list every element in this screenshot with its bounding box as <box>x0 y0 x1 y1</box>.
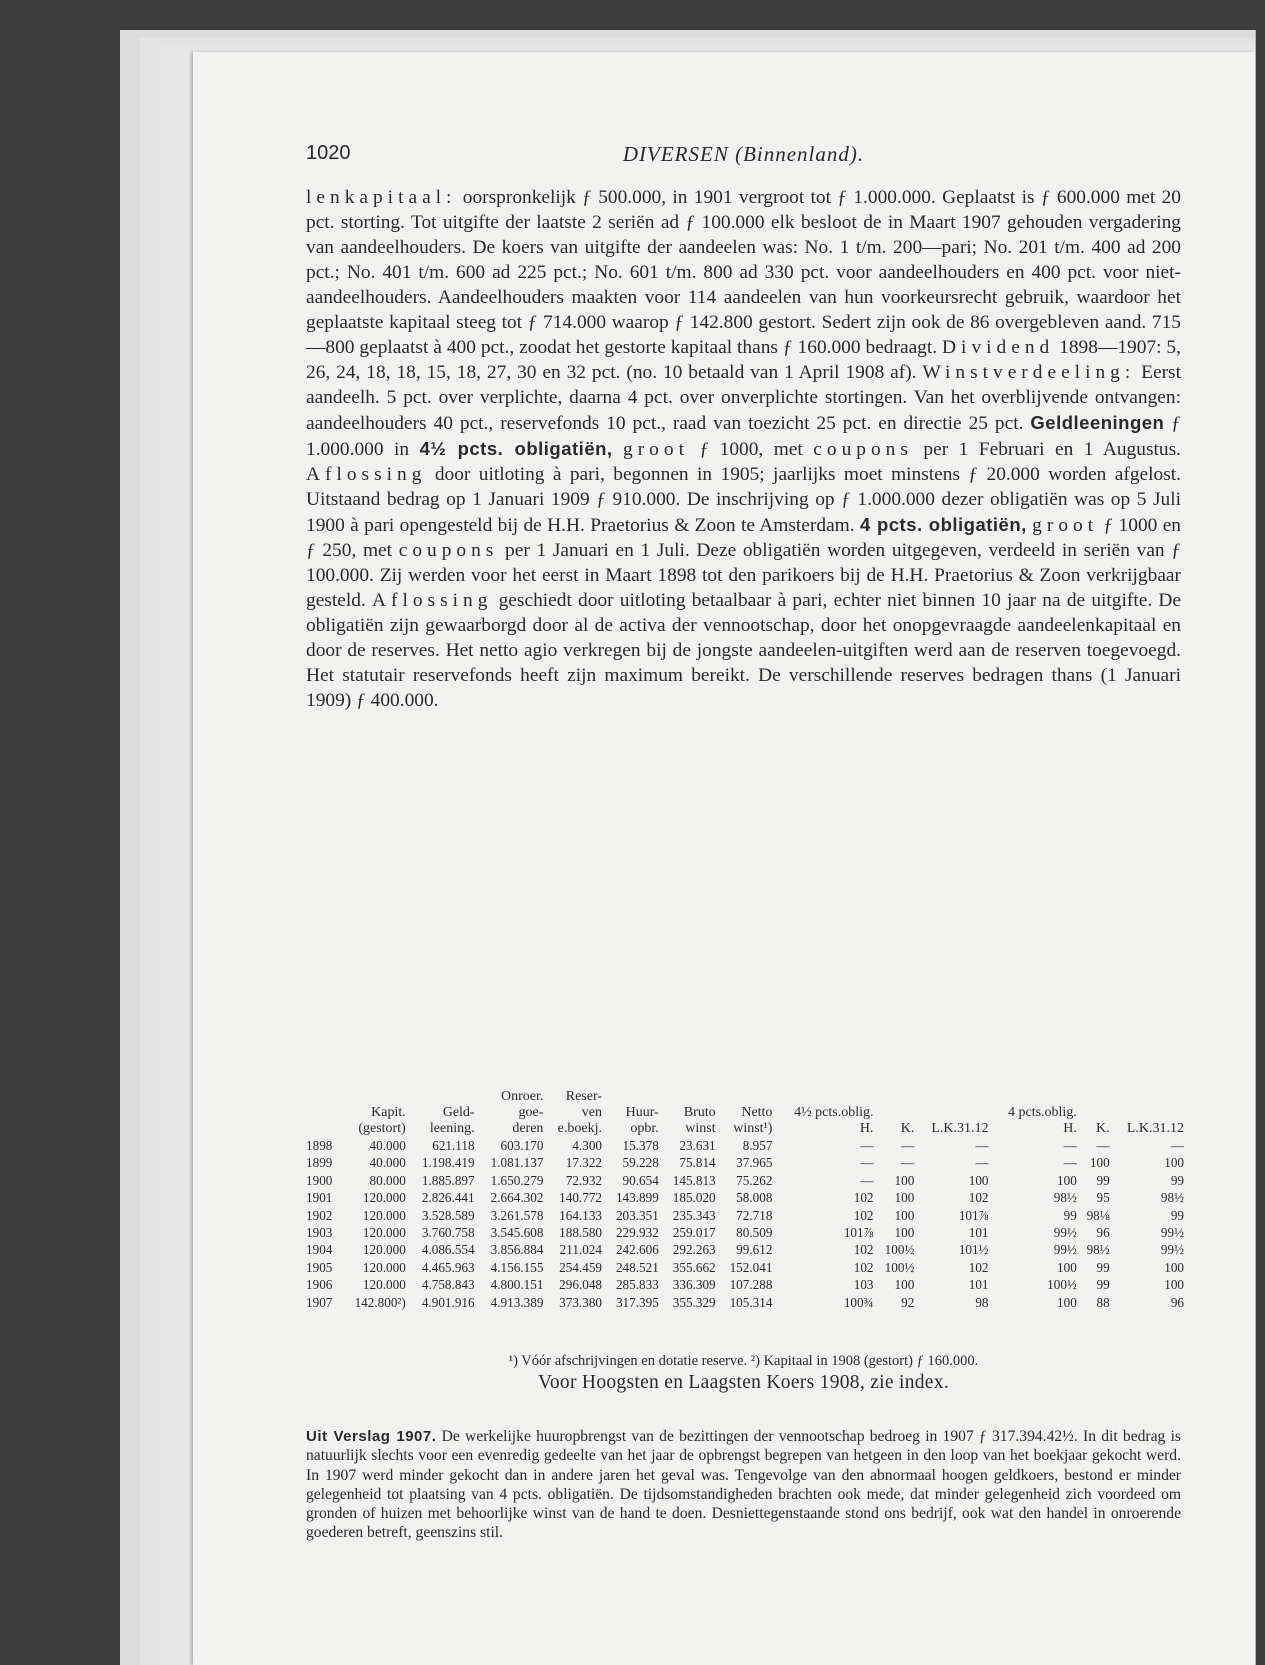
table-cell: 1.885.897 <box>421 1172 475 1188</box>
table-cell: 95 <box>1096 1190 1110 1206</box>
table-cell: 140.772 <box>559 1190 602 1206</box>
table-cell: 259.017 <box>672 1225 716 1241</box>
text-run: 1898—1907: 5, 26, 24, 18, 18, 15, 18, 27, 30 en 32 pct. (no. 10 betaald van 1 April 1908 af). <box>306 337 1181 383</box>
verslag-label: Uit Verslag 1907. <box>306 1428 437 1445</box>
table-cell: — <box>975 1138 989 1153</box>
column-header: e.boekj. <box>557 1121 602 1136</box>
bold-term: Geldleeningen <box>1030 412 1165 433</box>
table-cell: 3.760.758 <box>421 1225 475 1241</box>
year-cell: 1907 <box>306 1294 333 1310</box>
table-cell: 99 <box>1170 1172 1184 1188</box>
table-cell: 185.020 <box>672 1190 716 1206</box>
table-cell: 102 <box>853 1190 874 1206</box>
table-cell: 101½ <box>958 1242 989 1258</box>
table-row <box>304 1154 1186 1171</box>
table-cell: 101⅞ <box>958 1207 989 1223</box>
table-cell: 120.000 <box>362 1225 406 1241</box>
bold-term: 4 pcts. obligatiën, <box>859 514 1027 535</box>
column-header <box>661 1089 718 1105</box>
year-cell: 1902 <box>306 1207 333 1223</box>
table-cell: 96 <box>1170 1294 1184 1310</box>
table-cell: 142.800²) <box>354 1294 406 1310</box>
table-cell: 102 <box>968 1259 989 1275</box>
table-cell: 188.580 <box>559 1225 602 1241</box>
running-head: DIVERSEN (Binnenland). <box>622 142 865 166</box>
year-cell: 1906 <box>306 1277 333 1293</box>
table-row <box>304 1189 1186 1206</box>
column-header: opbr. <box>630 1121 659 1136</box>
column-header: Geld- <box>442 1105 475 1120</box>
text-run: per 1 Januari en 1 Juli. Deze obligatiën worden uitgegeven, verdeeld in seriën van ƒ 100.000. Zij werden voor het eerst in Maart 1898 tot den parikoers bij de H.H. Praetorius & Zoon verkrijgbaar gesteld. <box>306 540 1181 611</box>
spaced-term: lenkapitaal: <box>306 187 457 208</box>
verslag-text: De werkelijke huuropbrengst van de bezittingen der vennootschap bedroeg in 1907 ƒ 317.394.42½. In dit bedrag is natuurlijk slechts voor een evenredig gedeelte van het jaar de opbrengst begrepen van hetgeen in den loop van het boekjaar gekocht werd. In 1907 werd minder gekocht dan in andere jaren het geval was. Tengevolge van den abnormaal hoogen geldkoers, bestond er minder gelegenheid tot plaatsing van 4 pcts. obligatiën. De tijdsomstandigheden brachten ook mede, dat minder gelegenheid zich voordeed om gronden of huizen met behoorlijke winst van de hand te doen. Desniettegenstaande stond ons bedrijf, ook wat den handel in onroerende goederen betreft, geenszins stil. <box>306 1428 1181 1542</box>
table-cell: 8.957 <box>742 1138 773 1153</box>
table-cell: 96 <box>1096 1225 1110 1241</box>
table-cell: 100 <box>894 1277 915 1293</box>
table-cell: 3.261.578 <box>490 1207 544 1223</box>
text-run: ƒ 1000, met <box>688 439 814 460</box>
table-cell: 296.048 <box>559 1277 602 1293</box>
table-cell: 373.380 <box>559 1294 602 1310</box>
column-header: deren <box>512 1121 544 1136</box>
table-cell: 99 <box>1096 1277 1110 1293</box>
table-cell: 98½ <box>1053 1190 1077 1206</box>
spaced-term: groot <box>1032 515 1099 536</box>
table-cell: 99½ <box>1160 1225 1184 1241</box>
table-cell: 3.856.884 <box>490 1242 544 1258</box>
table-row <box>304 1224 1186 1241</box>
table-cell: 75.814 <box>679 1155 716 1171</box>
spaced-term: coupons <box>813 439 913 460</box>
table-cell: 145.813 <box>672 1172 716 1188</box>
table-cell: 90.654 <box>622 1172 659 1188</box>
year-cell: 1898 <box>306 1138 333 1153</box>
text-run: oorspronkelijk ƒ 500.000, in 1901 vergroot tot ƒ 1.000.000. Geplaatst is ƒ 600.000 met 20 pct. storting. Tot uitgifte der laatste 2 seriën ad ƒ 100.000 elk besloot de in Maart 1907 gehouden vergadering van aandeelhouders. De koers van uitgifte der aandeelen was: No. 1 t/m. 200—pari; No. 201 t/m. 400 ad 200 pct.; No. 401 t/m. 600 ad 225 pct.; No. 601 t/m. 800 ad 330 pct. voor aandeelhouders en 400 pct. voor niet-aandeelhouders. Aandeelhouders maakten voor 114 aandeelen van hun voorkeursrecht gebruik, waardoor het geplaatste kapitaal steeg tot ƒ 714.000 waarop ƒ 142.800 gestort. Sedert zijn ook de 86 overgebleven aand. 715—800 geplaatst à 400 pct., zoodat het gestorte kapitaal thans ƒ 160.000 bedraagt. <box>306 187 1181 358</box>
year-cell: 1905 <box>306 1259 333 1275</box>
table-cell: 58.008 <box>736 1190 773 1206</box>
table-row <box>304 1241 1186 1258</box>
table-cell: 102 <box>853 1259 874 1275</box>
table-row <box>304 1294 1186 1311</box>
table-cell: 99 <box>1063 1207 1077 1223</box>
column-header: H. <box>859 1121 874 1136</box>
spaced-term: coupons <box>398 540 499 561</box>
table-cell: — <box>1063 1155 1077 1171</box>
table-cell: 72.718 <box>736 1207 773 1223</box>
table-cell: 80.000 <box>369 1172 406 1188</box>
spaced-term: Aflossing <box>306 464 427 485</box>
table-cell: 98½ <box>1086 1242 1110 1258</box>
table-cell: 40.000 <box>369 1138 406 1153</box>
column-header <box>916 1105 990 1121</box>
table-cell: 98½ <box>1160 1190 1184 1206</box>
table-cell: 99½ <box>1160 1242 1184 1258</box>
table-row <box>304 1172 1186 1189</box>
bold-term: 4½ pcts. obligatiën, <box>419 438 613 459</box>
table-cell: 4.465.963 <box>421 1259 475 1275</box>
table-cell: 101⅞ <box>843 1225 874 1241</box>
table-cell: 100½ <box>884 1259 915 1275</box>
spaced-term: Aflossing <box>371 590 493 611</box>
table-cell: 100½ <box>1047 1277 1077 1293</box>
table-cell: 235.343 <box>672 1207 716 1223</box>
table-cell: 3.545.608 <box>490 1225 544 1241</box>
table-cell: 92 <box>901 1294 915 1310</box>
table-cell: 621.118 <box>432 1138 475 1153</box>
page-header <box>306 142 1181 172</box>
column-header: Reser- <box>565 1089 602 1104</box>
text-run: Eerst aandeelh. 5 pct. over verplichte, daarna 4 pct. over onverplichte stortingen. Van het overblijvende ontvangen: aandeelhouders 40 pct., reservefonds 10 pct., raad van toezicht 25 pct. en directie 25 pct. <box>306 362 1181 434</box>
column-header <box>718 1089 775 1105</box>
table-cell: 99½ <box>1053 1242 1077 1258</box>
text-run: geschiedt door uitloting betaalbaar à pari, echter niet binnen 10 jaar na de uitgifte. De obligatiën zijn gewaarborgd door al de activa der vennootschap, door het onopgevraagde aandeelenkapitaal en door de reserves. Het netto agio verkregen bij de jongste aandeelen-uitgiften werd aan de reserven toegevoegd. Het statutair reservefonds heeft zijn maximum bereikt. De verschillende reserves bedragen thans (1 Januari 1909) ƒ 400.000. <box>306 590 1181 711</box>
table-cell: 15.378 <box>622 1138 659 1153</box>
table-cell: 103 <box>853 1277 874 1293</box>
table-cell: 100 <box>1057 1172 1077 1188</box>
table-cell: 242.606 <box>615 1242 659 1258</box>
table-cell: 100 <box>1164 1155 1184 1171</box>
table-cell: 4.086.554 <box>421 1242 475 1258</box>
book-page <box>193 52 1255 1665</box>
table-cell: 72.932 <box>565 1172 602 1188</box>
table-cell: 80.509 <box>736 1225 773 1241</box>
table-cell: 100 <box>894 1207 915 1223</box>
table-cell: 101 <box>968 1225 989 1241</box>
column-header: L.K.31.12 <box>1126 1121 1184 1136</box>
spaced-term: groot <box>623 439 689 460</box>
table-header-row <box>304 1121 1186 1137</box>
table-cell: 88 <box>1096 1294 1110 1310</box>
table-cell: 99½ <box>1053 1225 1077 1241</box>
table-cell: 4.800.151 <box>490 1277 544 1293</box>
table-cell: 98⅛ <box>1086 1207 1110 1223</box>
column-header: ven <box>581 1105 602 1120</box>
table-row <box>304 1276 1186 1293</box>
main-text <box>306 185 1181 713</box>
table-cell: — <box>860 1155 874 1171</box>
column-header: (gestort) <box>358 1121 406 1136</box>
table-cell: 317.395 <box>615 1294 659 1310</box>
column-header: goe- <box>518 1105 544 1120</box>
column-header <box>774 1089 875 1105</box>
table-cell: — <box>901 1138 915 1153</box>
table-cell: 102 <box>853 1207 874 1223</box>
column-header <box>1112 1089 1186 1105</box>
table-cell: — <box>860 1172 874 1188</box>
table-row <box>304 1137 1186 1154</box>
table-cell: 99 <box>1170 1207 1184 1223</box>
column-header: winst¹) <box>733 1121 773 1136</box>
table-cell: 164.133 <box>559 1207 602 1223</box>
table-cell: 1.081.137 <box>490 1155 544 1171</box>
column-header: leening. <box>429 1121 475 1136</box>
column-header <box>1079 1089 1112 1105</box>
table-cell: 105.314 <box>729 1294 773 1310</box>
table-cell: 120.000 <box>362 1207 406 1223</box>
table-cell: 229.932 <box>615 1225 659 1241</box>
table-cell: 101 <box>968 1277 989 1293</box>
column-header: K. <box>900 1121 915 1136</box>
table-cell: 98 <box>975 1294 989 1310</box>
column-header <box>991 1089 1079 1105</box>
table-cell: 100½ <box>884 1242 915 1258</box>
table-cell: 254.459 <box>559 1259 602 1275</box>
table-cell: 4.758.843 <box>421 1277 475 1293</box>
column-header: 4½ pcts.oblig. <box>794 1105 874 1120</box>
column-header: 4 pcts.oblig. <box>1007 1105 1077 1120</box>
table-cell: 285.833 <box>615 1277 659 1293</box>
table-cell: 59.228 <box>622 1155 659 1171</box>
table-cell: 100 <box>894 1225 915 1241</box>
text-run <box>613 439 623 460</box>
text-run: ƒ 1000 en ƒ 250, met <box>306 515 1182 561</box>
table-cell: 100 <box>1164 1277 1184 1293</box>
column-header <box>1112 1105 1186 1121</box>
year-cell: 1900 <box>306 1172 333 1188</box>
table-cell: 37.965 <box>736 1155 773 1171</box>
column-header <box>304 1089 341 1105</box>
table-header-row <box>304 1089 1186 1105</box>
column-header: K. <box>1096 1121 1110 1136</box>
column-header: H. <box>1063 1121 1077 1136</box>
table-cell: 99 <box>1096 1172 1110 1188</box>
spaced-term: Winstverdeeling: <box>922 362 1136 383</box>
column-header <box>876 1089 917 1105</box>
table-row <box>304 1259 1186 1276</box>
table-cell: — <box>1096 1138 1110 1153</box>
table-cell: 355.329 <box>672 1294 716 1310</box>
column-header: Netto <box>741 1105 773 1120</box>
table-cell: 4.901.916 <box>421 1294 475 1310</box>
year-cell: 1903 <box>306 1225 333 1241</box>
table-cell: 100 <box>894 1172 915 1188</box>
table-header-row <box>304 1105 1186 1121</box>
column-header <box>876 1105 917 1121</box>
financial-table <box>304 1089 1186 1311</box>
table-cell: 99.612 <box>736 1242 773 1258</box>
column-header <box>916 1089 990 1105</box>
table-cell: 100¾ <box>843 1294 874 1310</box>
column-header: Bruto <box>683 1105 716 1120</box>
table-footnote: ¹) Vóór afschrijvingen en dotatie reserve. ²) Kapitaal in 1908 (gestort) ƒ 160.000. <box>508 1353 979 1369</box>
koers-reference: Voor Hoogsten en Laagsten Koers 1908, zie index. <box>538 1372 949 1393</box>
table-cell: — <box>975 1155 989 1171</box>
table-cell: 100 <box>968 1172 989 1188</box>
table-cell: 355.662 <box>672 1259 716 1275</box>
table-cell: 75.262 <box>736 1172 773 1188</box>
table-cell: 1.650.279 <box>490 1172 544 1188</box>
table-header <box>304 1089 1186 1137</box>
column-header <box>341 1089 408 1105</box>
table-cell: 107.288 <box>729 1277 773 1293</box>
table-cell: 100 <box>894 1190 915 1206</box>
column-header: Onroer. <box>501 1089 544 1104</box>
table-cell: 603.170 <box>500 1138 544 1153</box>
text-run: door uitloting à pari, begonnen in 1905; jaarlijks moet minstens ƒ 20.000 worden afgelost. Uitstaand bedrag op 1 Januari 1909 ƒ 910.000. De inschrijving op ƒ 1.000.000 dezer obligatiën was op 5 Juli 1900 à pari opengesteld bij de H.H. Praetorius & Zoon te Amsterdam. <box>306 464 1181 536</box>
table-body <box>304 1137 1186 1311</box>
column-header <box>304 1105 341 1121</box>
table-cell: 120.000 <box>362 1277 406 1293</box>
table-cell: — <box>1063 1138 1077 1153</box>
column-header: Kapit. <box>371 1105 406 1120</box>
verslag-paragraph <box>306 1427 1181 1543</box>
table-cell: 23.631 <box>679 1138 716 1153</box>
table-cell: 292.263 <box>672 1242 716 1258</box>
table-cell: 102 <box>853 1242 874 1258</box>
year-cell: 1904 <box>306 1242 333 1258</box>
table-cell: 120.000 <box>362 1190 406 1206</box>
table-cell: 152.041 <box>729 1259 773 1275</box>
table-cell: 120.000 <box>362 1242 406 1258</box>
table-cell: — <box>860 1138 874 1153</box>
column-header: winst <box>685 1121 716 1136</box>
spaced-term: Dividend <box>942 337 1055 358</box>
table-cell: 120.000 <box>362 1259 406 1275</box>
column-header: Huur- <box>625 1105 659 1120</box>
table-cell: 2.826.441 <box>421 1190 475 1206</box>
table-cell: 4.913.389 <box>490 1294 544 1310</box>
column-header <box>408 1089 477 1105</box>
column-header <box>604 1089 661 1105</box>
body-paragraph <box>306 185 1181 713</box>
table-cell: 100 <box>1057 1259 1077 1275</box>
table-cell: 3.528.589 <box>421 1207 475 1223</box>
table-cell: 100 <box>1089 1155 1110 1171</box>
table-cell: 99 <box>1096 1259 1110 1275</box>
table-cell: 102 <box>968 1190 989 1206</box>
column-header: L.K.31.12 <box>931 1121 989 1136</box>
year-cell: 1901 <box>306 1190 333 1206</box>
table-cell: — <box>901 1155 915 1171</box>
table-cell: 100 <box>1057 1294 1077 1310</box>
table-row <box>304 1207 1186 1224</box>
table-cell: 2.664.302 <box>490 1190 544 1206</box>
table-cell: 248.521 <box>615 1259 659 1275</box>
table-cell: 4.300 <box>572 1138 602 1153</box>
table-cell: 4.156.155 <box>490 1259 544 1275</box>
table-cell: — <box>1170 1138 1184 1153</box>
table-cell: 17.322 <box>565 1155 602 1171</box>
table-cell: 100 <box>1164 1259 1184 1275</box>
table-cell: 203.351 <box>615 1207 659 1223</box>
text-run: per 1 Februari en 1 Augustus. <box>912 439 1181 460</box>
column-header <box>1079 1105 1112 1121</box>
table-cell: 40.000 <box>369 1155 406 1171</box>
column-header <box>304 1121 341 1137</box>
year-cell: 1899 <box>306 1155 333 1171</box>
table-cell: 1.198.419 <box>421 1155 475 1171</box>
table-cell: 143.899 <box>615 1190 659 1206</box>
table-cell: 336.309 <box>672 1277 716 1293</box>
text-run: ƒ 1.000.000 in <box>306 413 1181 460</box>
table-cell: 211.024 <box>559 1242 602 1258</box>
page-number: 1020 <box>306 142 351 164</box>
